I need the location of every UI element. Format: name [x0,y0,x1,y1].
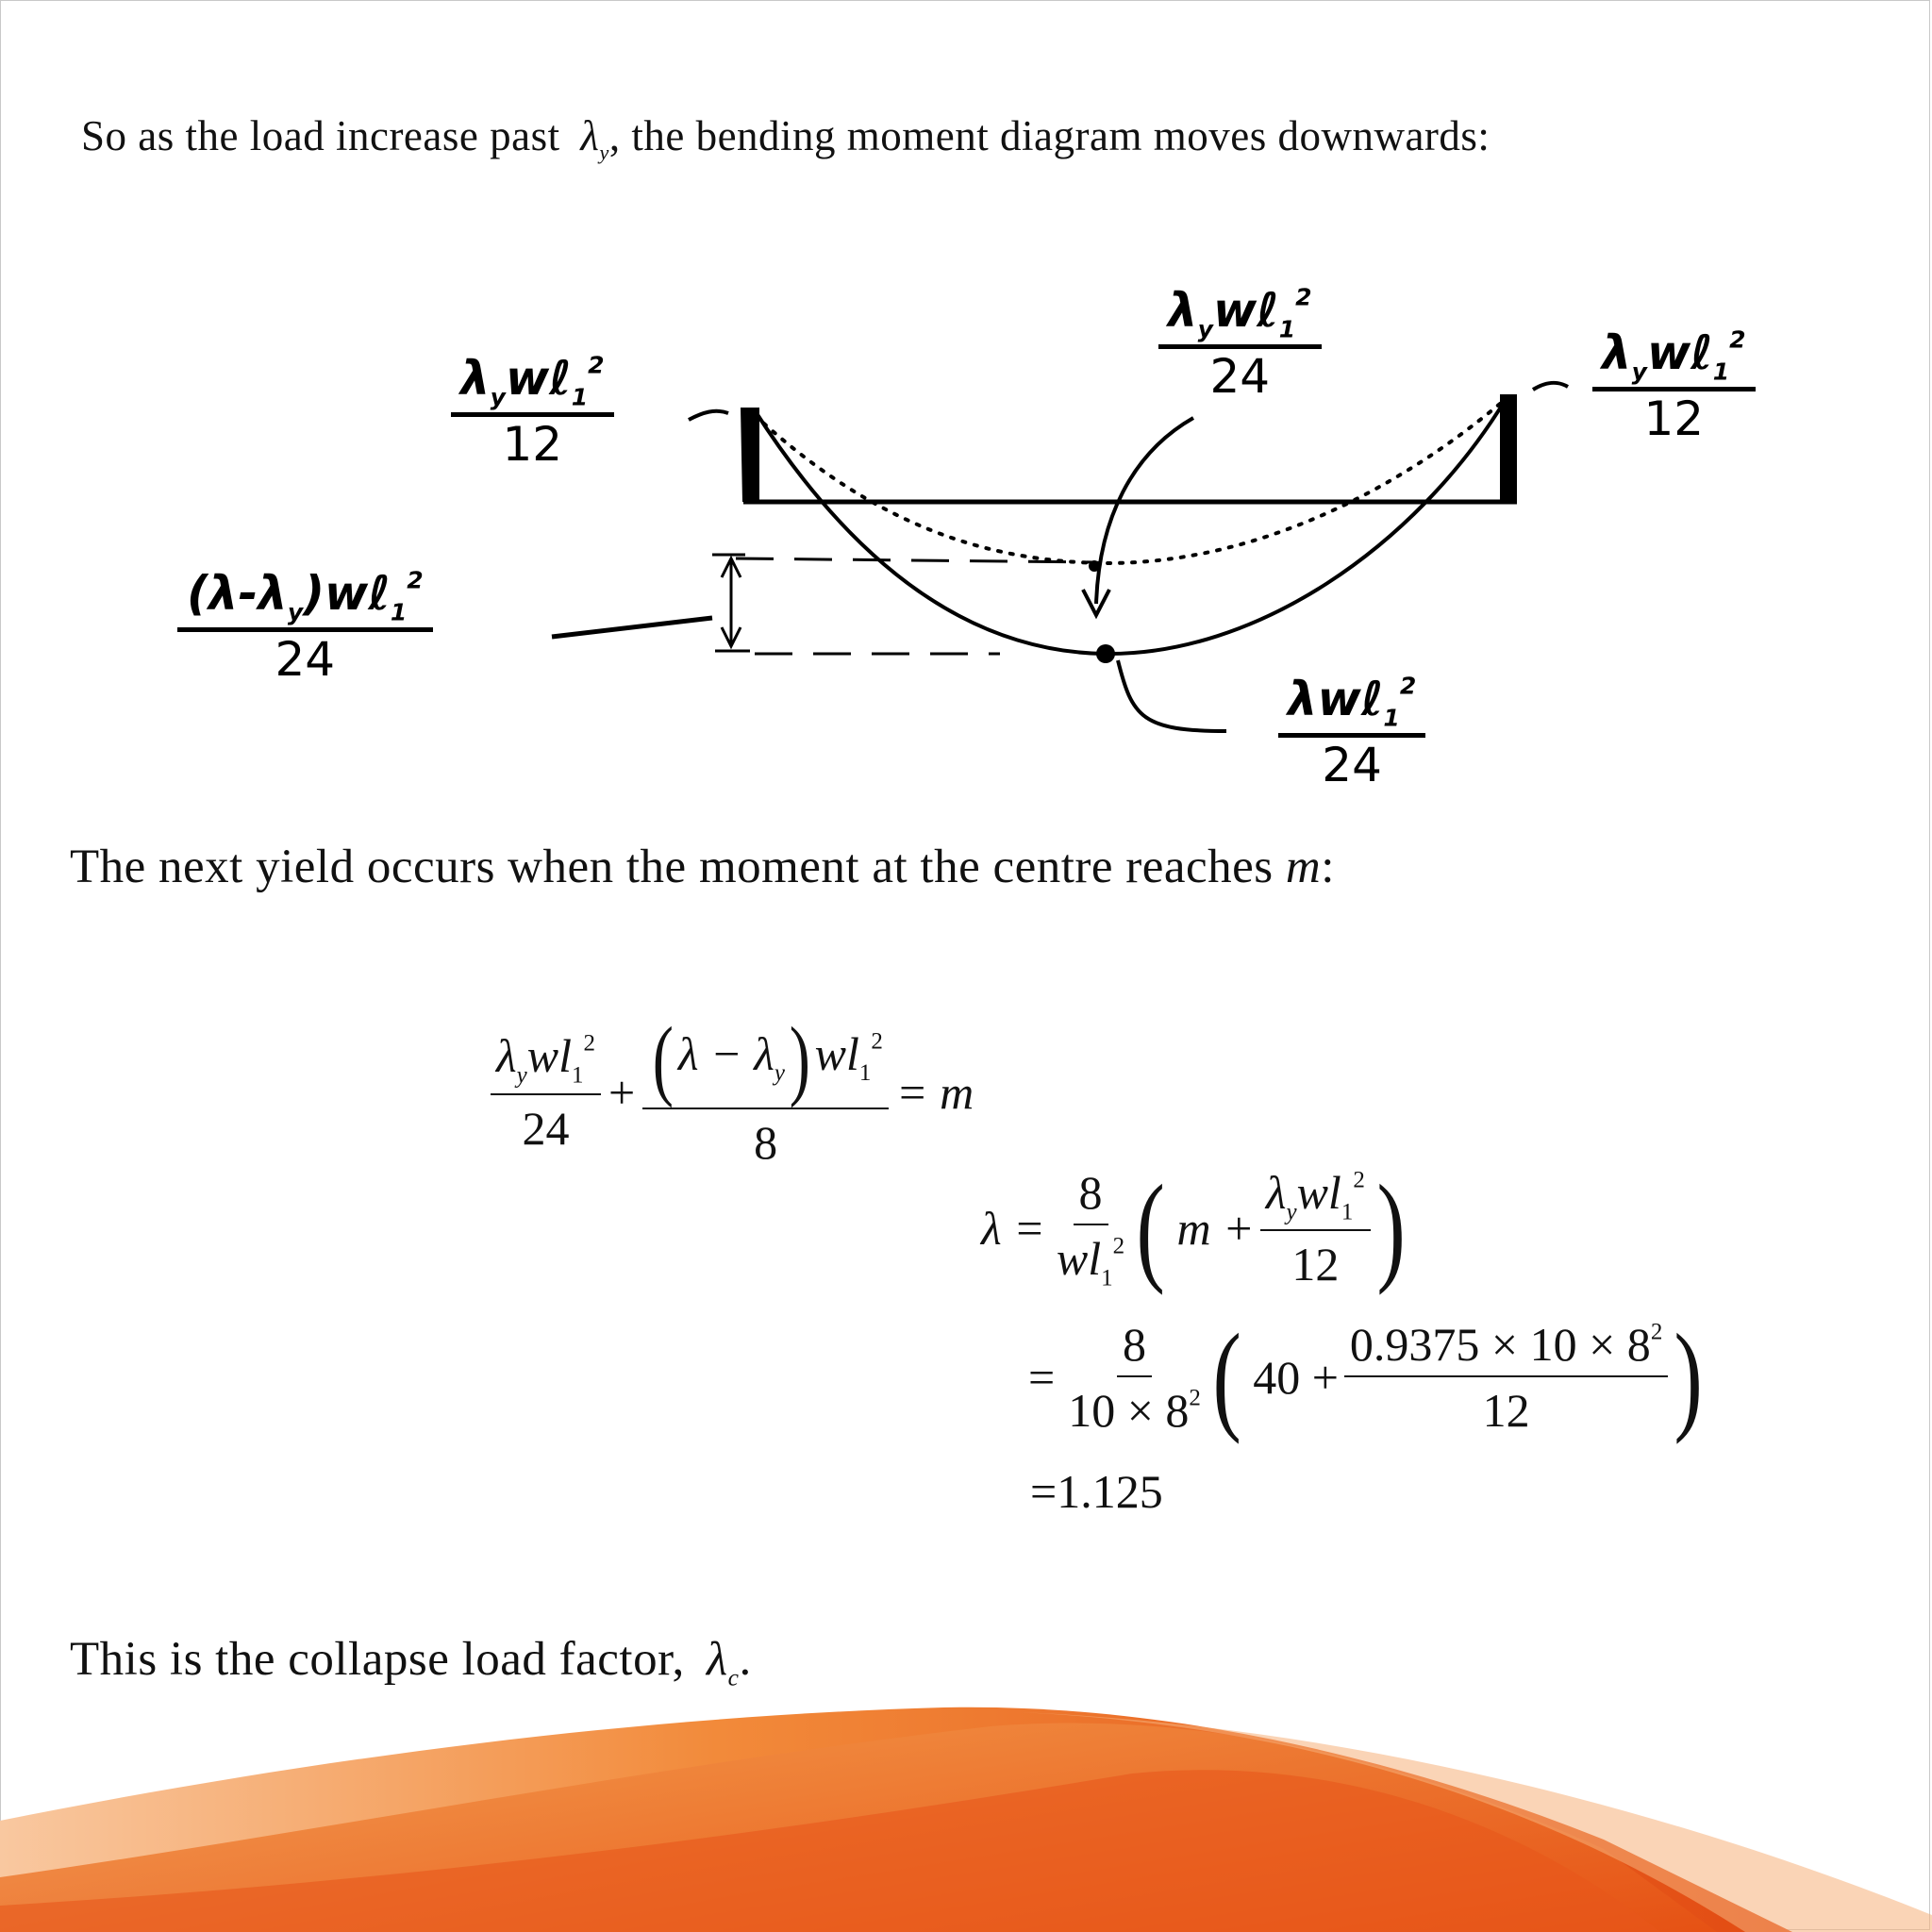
intro-sentence: So as the load increase past $\lambda_y$, the bending moment diagram moves downwards: [81,112,1491,165]
fraction-initial-moment: $\frac{\lambda_ywl_1^2}{24}$ [491,1028,601,1155]
upper-reference-line [736,558,1094,562]
equation-lambda-expression: λ = $\frac{8}{wl_1^2}$ ( m + $\frac{\lambda_ywl_1^2}{12}$ ) [981,1160,1406,1297]
lambda-symbol: λ [580,112,600,159]
label-right-moment: $\lambda_yw\ell_1^2$ 12 [1592,325,1756,446]
next-yield-sentence: The next yield occurs when the moment at the centre reaches m: [70,841,1335,893]
label-moment-increment: $(\lambda-\lambda_y)w\ell_1^2$ 24 [177,566,433,687]
equation-result: =1.125 [1030,1465,1163,1518]
equation-yield-condition: $\frac{\lambda_ywl_1^2}{24}$ + $\frac{(\lambda - \lambda_y)wl_1^2}{8}$ = m [491,1014,981,1170]
midspan-point [1096,644,1115,663]
label-left-moment: $\lambda_yw\ell_1^2$ 12 [451,351,614,472]
conclusion-sentence: This is the collapse load factor, $\lambda_c$. [70,1633,752,1691]
final-moment-curve [755,401,1505,654]
label-bottom-moment: λwℓ$_1^2$ 24 [1278,672,1425,792]
lambda-c-symbol: λ [707,1633,728,1686]
right-support-block [1500,394,1517,502]
decorative-swoosh [0,1689,1932,1932]
fraction-increment-moment: $\frac{(\lambda - \lambda_y)wl_1^2}{8}$ [642,1014,889,1170]
label-top-moment: $\lambda_yw\ell_1^2$ 24 [1158,283,1322,404]
equation-numeric-substitution: = $\frac{8}{10 \times 8^2}$ ( 40 + $\frac{0.9375 \times 10 \times 8^2}{12}$ ) [1028,1309,1704,1445]
